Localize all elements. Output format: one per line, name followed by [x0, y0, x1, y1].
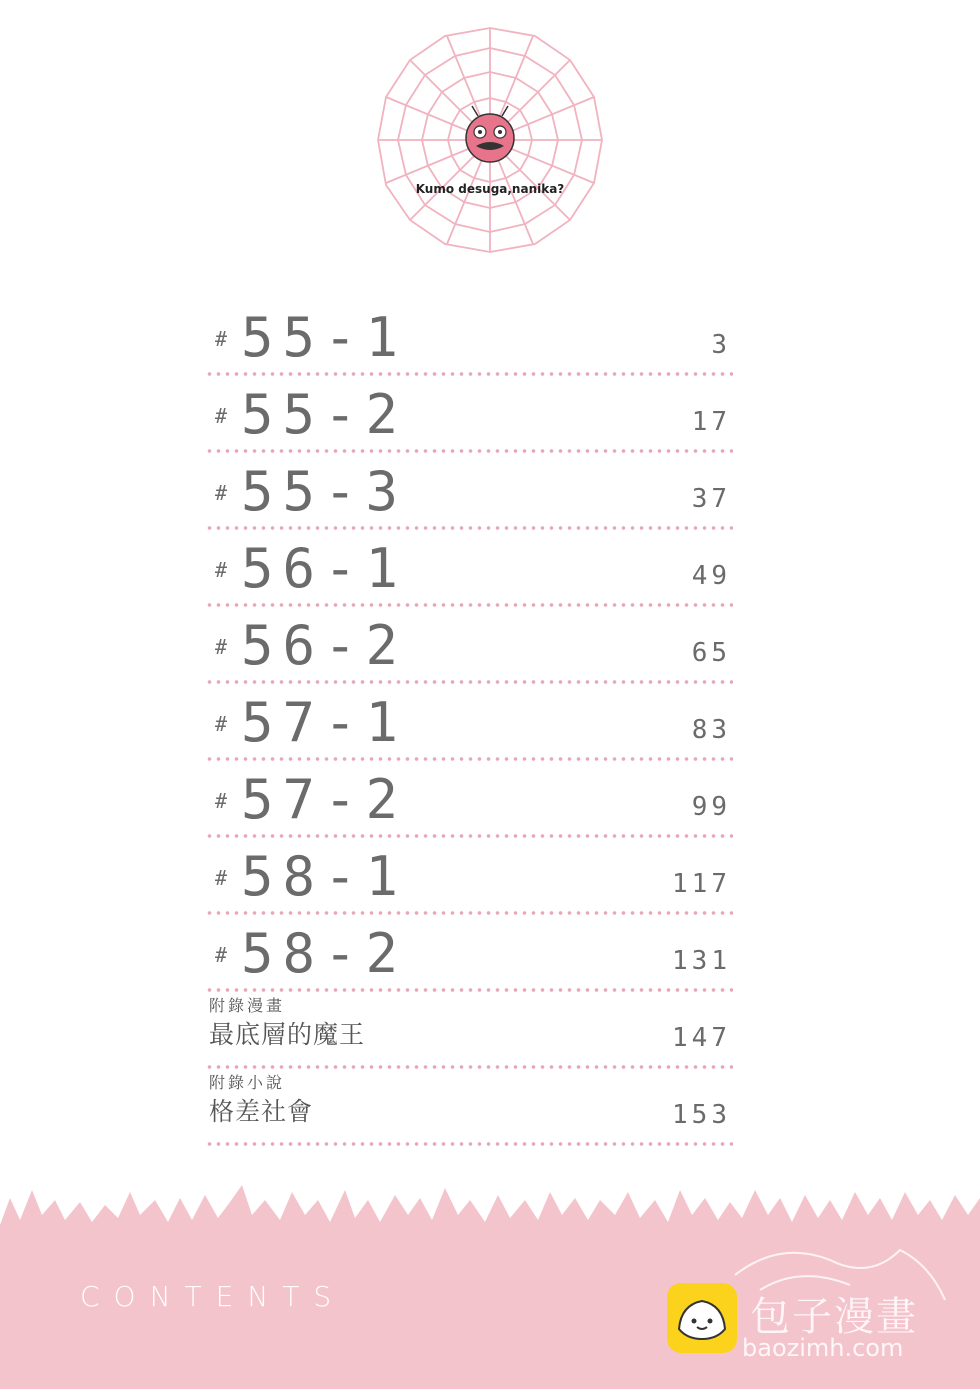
watermark-url: baozimh.com — [742, 1334, 904, 1362]
chapter-number: 55-2 — [241, 383, 408, 446]
page-number: 147 — [672, 1023, 731, 1053]
toc-entry — [205, 531, 733, 608]
hash-symbol: # — [215, 635, 228, 659]
page-number: 99 — [691, 792, 731, 822]
page-number: 153 — [672, 1100, 731, 1130]
toc-entry — [205, 762, 733, 839]
hash-symbol: # — [215, 943, 228, 967]
watermark-bun-icon — [667, 1283, 737, 1353]
table-of-contents — [205, 300, 733, 1147]
logo-title: Kumo desuga,nanika? — [415, 182, 565, 196]
hash-symbol: # — [215, 327, 228, 351]
hash-symbol: # — [215, 866, 228, 890]
spider-web-logo — [370, 20, 610, 260]
watermark-name: 包子漫畫 — [750, 1294, 918, 1340]
toc-entry — [205, 916, 733, 993]
chapter-number: 58-1 — [241, 845, 408, 908]
chapter-number: 56-1 — [241, 537, 408, 600]
toc-entry — [205, 454, 733, 531]
page-number: 49 — [691, 561, 731, 591]
toc-extra-entry — [205, 993, 733, 1070]
hash-symbol: # — [215, 558, 228, 582]
hash-symbol: # — [215, 789, 228, 813]
spider-mascot-icon — [466, 106, 514, 162]
hash-symbol: # — [215, 481, 228, 505]
chapter-number: 57-1 — [241, 691, 408, 754]
toc-entry — [205, 608, 733, 685]
extra-title: 格差社會 — [209, 1097, 314, 1126]
chapter-number: 58-2 — [241, 922, 408, 985]
page-number: 83 — [691, 715, 731, 745]
toc-extra-entry — [205, 1070, 733, 1147]
hash-symbol: # — [215, 404, 228, 428]
page-number: 65 — [691, 638, 731, 668]
extra-kicker: 附錄小說 — [209, 1073, 286, 1092]
chapter-number: 55-3 — [241, 460, 408, 523]
toc-entry — [205, 685, 733, 762]
toc-entry — [205, 377, 733, 454]
extra-title: 最底層的魔王 — [209, 1020, 366, 1049]
chapter-number: 56-2 — [241, 614, 408, 677]
page-number: 37 — [691, 484, 731, 514]
hash-symbol: # — [215, 712, 228, 736]
chapter-number: 57-2 — [241, 768, 408, 831]
extra-kicker: 附錄漫畫 — [209, 996, 286, 1015]
page-number: 131 — [672, 946, 731, 976]
page-number: 17 — [691, 407, 731, 437]
page-number: 117 — [672, 869, 731, 899]
page-number: 3 — [711, 330, 731, 360]
contents-label: CONTENTS — [80, 1280, 346, 1313]
toc-entry — [205, 839, 733, 916]
chapter-number: 55-1 — [241, 306, 408, 369]
toc-entry — [205, 300, 733, 377]
